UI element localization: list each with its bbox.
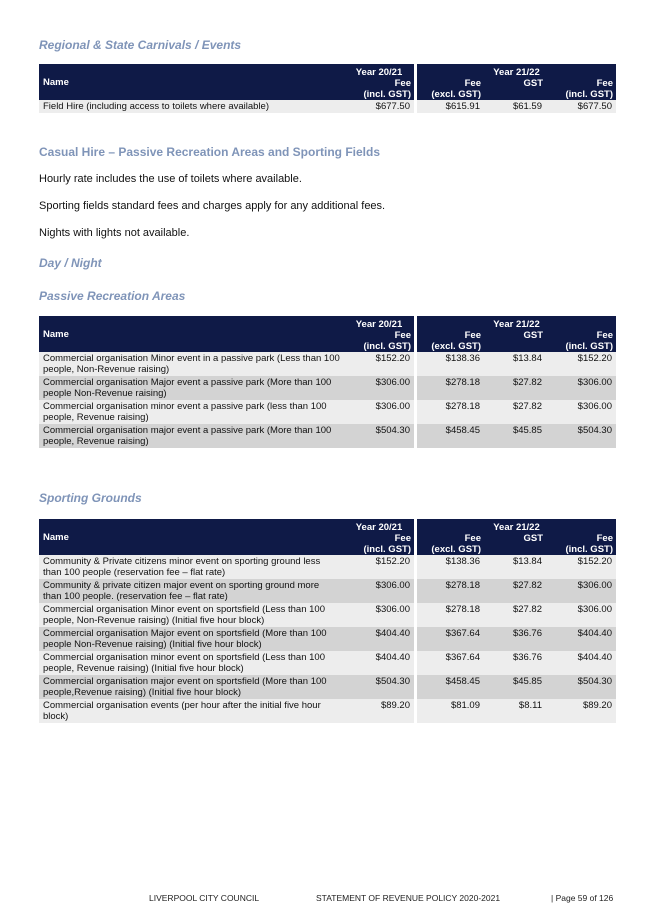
gst-2122-cell: $13.84 — [484, 555, 546, 579]
note-standard-fees: Sporting fields standard fees and charges apply for any additional fees. — [39, 200, 386, 212]
table-row — [39, 699, 616, 723]
table-row — [39, 352, 616, 376]
fee-incl-2021-cell: $152.20 — [344, 352, 414, 376]
fee-incl-2021-cell: $504.30 — [344, 424, 414, 448]
fee-incl-2122-cell: $677.50 — [546, 100, 616, 113]
col-header-fee-incl-2122: Fee (incl. GST) — [546, 533, 616, 555]
gst-2122-cell: $8.11 — [484, 699, 546, 723]
gst-2122-cell: $36.76 — [484, 627, 546, 651]
gst-2122-cell: $27.82 — [484, 579, 546, 603]
fee-incl-2021-cell: $306.00 — [344, 400, 414, 424]
fee-name-cell: Commercial organisation minor event on sportsfield (Less than 100 people, Revenue raising) (Initial five hour block) — [39, 651, 344, 675]
fee-name-cell: Commercial organisation major event on sportsfield (More than 100 people,Revenue raising) (Initial five hour block) — [39, 675, 344, 699]
fee-incl-2021-cell: $89.20 — [344, 699, 414, 723]
fee-name-cell: Field Hire (including access to toilets where available) — [39, 100, 344, 113]
fee-incl-2122-cell: $306.00 — [546, 579, 616, 603]
fee-excl-2122-cell: $138.36 — [414, 352, 484, 376]
col-header-year-2122: Year 21/22 — [414, 64, 616, 78]
fee-excl-2122-cell: $138.36 — [414, 555, 484, 579]
col-header-fee-incl-2021: Fee (incl. GST) — [344, 78, 414, 100]
col-header-fee-incl-2122: Fee (incl. GST) — [546, 330, 616, 352]
fee-incl-2122-cell: $89.20 — [546, 699, 616, 723]
table-row — [39, 400, 616, 424]
fee-name-cell: Commercial organisation minor event a passive park (less than 100 people, Revenue raising) — [39, 400, 344, 424]
footer-organisation: LIVERPOOL CITY COUNCIL — [149, 893, 260, 903]
note-nights: Nights with lights not available. — [39, 227, 190, 239]
fee-incl-2021-cell: $404.40 — [344, 651, 414, 675]
fee-incl-2021-cell: $404.40 — [344, 627, 414, 651]
fee-incl-2021-cell: $306.00 — [344, 603, 414, 627]
table-row — [39, 627, 616, 651]
footer-page-number: | Page 59 of 126 — [551, 893, 614, 903]
note-toilets: Hourly rate includes the use of toilets where available. — [39, 173, 302, 185]
table-row — [39, 579, 616, 603]
fee-excl-2122-cell: $615.91 — [414, 100, 484, 113]
gst-2122-cell: $13.84 — [484, 352, 546, 376]
table-row — [39, 651, 616, 675]
passive-fee-table — [39, 316, 616, 448]
gst-2122-cell: $36.76 — [484, 651, 546, 675]
col-header-gst-2122: GST — [484, 78, 546, 100]
fee-excl-2122-cell: $367.64 — [414, 627, 484, 651]
col-header-name: Name — [39, 519, 344, 555]
fee-name-cell: Commercial organisation Minor event on sportsfield (Less than 100 people, Non-Revenue raising) (Initial five hour block) — [39, 603, 344, 627]
fee-name-cell: Community & Private citizens minor event on sporting ground less than 100 people (reservation fee – flat rate) — [39, 555, 344, 579]
section-title-casual-hire: Casual Hire – Passive Recreation Areas and Sporting Fields — [39, 145, 381, 159]
fee-incl-2122-cell: $404.40 — [546, 627, 616, 651]
col-header-year-2122: Year 21/22 — [414, 519, 616, 533]
col-header-fee-incl-2021: Fee (incl. GST) — [344, 330, 414, 352]
table-row — [39, 100, 616, 113]
col-header-year-2122: Year 21/22 — [414, 316, 616, 330]
fee-incl-2122-cell: $306.00 — [546, 400, 616, 424]
col-header-fee-incl-2021: Fee (incl. GST) — [344, 533, 414, 555]
fee-name-cell: Commercial organisation major event a passive park (More than 100 people, Revenue raising) — [39, 424, 344, 448]
fee-incl-2021-cell: $677.50 — [344, 100, 414, 113]
table-row — [39, 675, 616, 699]
carnivals-fee-table — [39, 64, 616, 113]
gst-2122-cell: $27.82 — [484, 603, 546, 627]
col-header-name: Name — [39, 64, 344, 100]
table-row — [39, 376, 616, 400]
col-header-fee-excl-2122: Fee (excl. GST) — [414, 330, 484, 352]
col-header-fee-excl-2122: Fee (excl. GST) — [414, 533, 484, 555]
fee-excl-2122-cell: $458.45 — [414, 675, 484, 699]
col-header-fee-excl-2122: Fee (excl. GST) — [414, 78, 484, 100]
fee-name-cell: Commercial organisation Major event on sportsfield (More than 100 people Non-Revenue raising) (Initial five hour block) — [39, 627, 344, 651]
fee-incl-2021-cell: $152.20 — [344, 555, 414, 579]
col-header-fee-incl-2122: Fee (incl. GST) — [546, 78, 616, 100]
section-title-day-night: Day / Night — [39, 256, 102, 270]
table-row — [39, 424, 616, 448]
fee-incl-2021-cell: $306.00 — [344, 376, 414, 400]
gst-2122-cell: $27.82 — [484, 376, 546, 400]
fee-name-cell: Commercial organisation Minor event in a passive park (Less than 100 people, Non-Revenue raising) — [39, 352, 344, 376]
fee-excl-2122-cell: $458.45 — [414, 424, 484, 448]
gst-2122-cell: $45.85 — [484, 675, 546, 699]
fee-name-cell: Commercial organisation events (per hour after the initial five hour block) — [39, 699, 344, 723]
col-header-gst-2122: GST — [484, 533, 546, 555]
section-title-passive: Passive Recreation Areas — [39, 289, 186, 303]
sporting-fee-table — [39, 519, 616, 723]
fee-incl-2122-cell: $152.20 — [546, 352, 616, 376]
table-row — [39, 555, 616, 579]
fee-excl-2122-cell: $278.18 — [414, 376, 484, 400]
fee-name-cell: Commercial organisation Major event a passive park (More than 100 people Non-Revenue raising) — [39, 376, 344, 400]
fee-excl-2122-cell: $278.18 — [414, 400, 484, 424]
gst-2122-cell: $27.82 — [484, 400, 546, 424]
fee-incl-2122-cell: $504.30 — [546, 675, 616, 699]
section-title-carnivals: Regional & State Carnivals / Events — [39, 38, 242, 52]
fee-name-cell: Community & private citizen major event on sporting ground more than 100 people. (reservation fee – flat rate) — [39, 579, 344, 603]
fee-incl-2122-cell: $306.00 — [546, 603, 616, 627]
fee-incl-2021-cell: $306.00 — [344, 579, 414, 603]
fee-incl-2122-cell: $504.30 — [546, 424, 616, 448]
fee-incl-2122-cell: $306.00 — [546, 376, 616, 400]
col-header-name: Name — [39, 316, 344, 352]
fee-incl-2122-cell: $404.40 — [546, 651, 616, 675]
fee-excl-2122-cell: $81.09 — [414, 699, 484, 723]
fee-incl-2122-cell: $152.20 — [546, 555, 616, 579]
col-header-year-2021: Year 20/21 — [344, 519, 414, 533]
fee-excl-2122-cell: $278.18 — [414, 603, 484, 627]
col-header-year-2021: Year 20/21 — [344, 316, 414, 330]
fee-incl-2021-cell: $504.30 — [344, 675, 414, 699]
table-row — [39, 603, 616, 627]
col-header-gst-2122: GST — [484, 330, 546, 352]
gst-2122-cell: $61.59 — [484, 100, 546, 113]
col-header-year-2021: Year 20/21 — [344, 64, 414, 78]
section-title-sporting: Sporting Grounds — [39, 491, 142, 505]
fee-excl-2122-cell: $367.64 — [414, 651, 484, 675]
footer-document-title: STATEMENT OF REVENUE POLICY 2020-2021 — [316, 893, 501, 903]
gst-2122-cell: $45.85 — [484, 424, 546, 448]
fee-excl-2122-cell: $278.18 — [414, 579, 484, 603]
